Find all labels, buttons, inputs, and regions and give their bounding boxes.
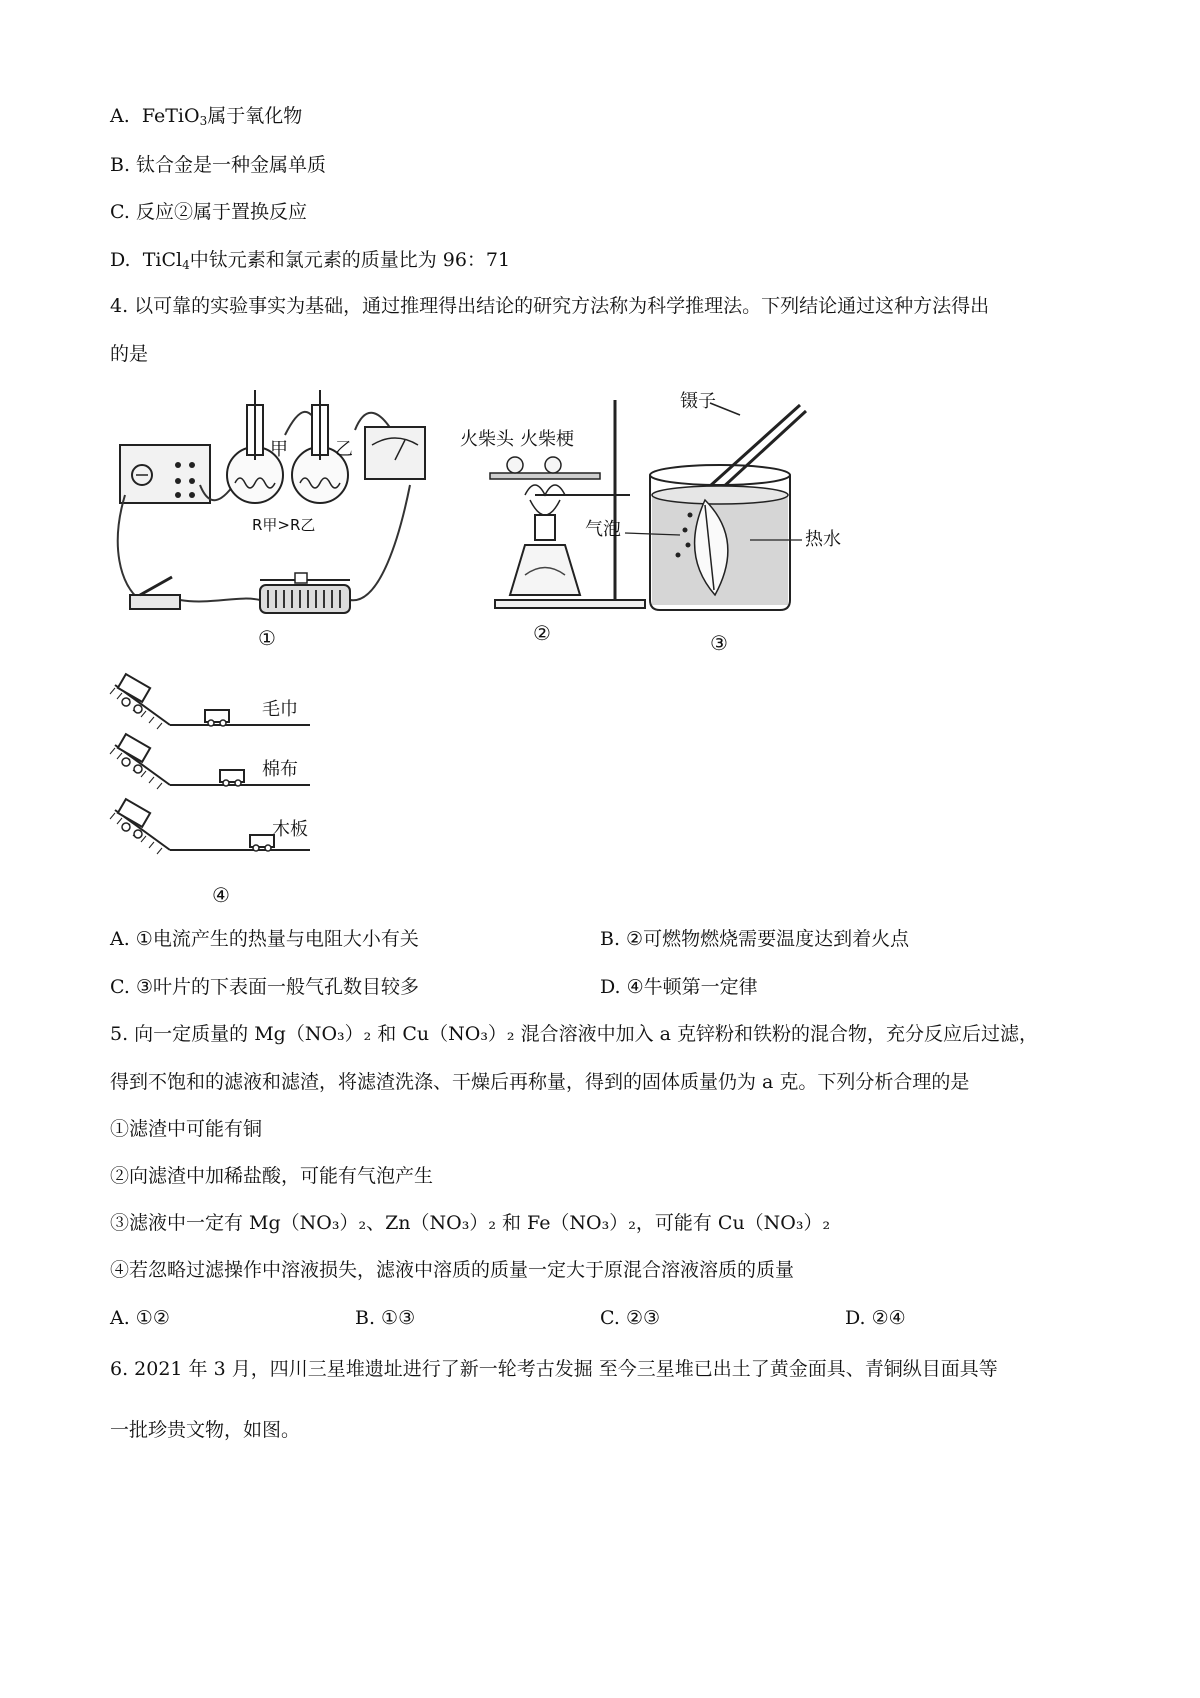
q5-option-c: C. ②③ bbox=[600, 1307, 661, 1329]
fig1-resistance: R甲>R乙 bbox=[252, 516, 316, 534]
fig3-label-tweezers: 镊子 bbox=[680, 391, 716, 412]
fig2-number: ② bbox=[533, 621, 551, 645]
q4-option-d: D. ④牛顿第一定律 bbox=[600, 976, 758, 998]
q4-option-a: A. ①电流产生的热量与电阻大小有关 bbox=[110, 928, 419, 950]
q6-stem-line2: 一批珍贵文物，如图。 bbox=[110, 1419, 301, 1441]
q3-option-d-text: 中钛元素和氯元素的质量比为 96：71 bbox=[189, 249, 511, 271]
q5-statement-2: ②向滤渣中加稀盐酸，可能有气泡产生 bbox=[110, 1165, 434, 1187]
q3-option-d-prefix: D. bbox=[110, 249, 131, 271]
q5-statement-1: ①滤渣中可能有铜 bbox=[110, 1118, 263, 1140]
q5-stem-line2: 得到不饱和的滤液和滤渣，将滤渣洗涤、干燥后再称量，得到的固体质量仍为 a 克。下列分析合理的是 bbox=[110, 1071, 970, 1093]
q6-stem-line1: 6. 2021 年 3 月，四川三星堆遗址进行了新一轮考古发掘 至今三星堆已出土了黄金面具、青铜纵目面具等 bbox=[110, 1358, 998, 1380]
figure-circuit bbox=[110, 385, 480, 655]
fig4-surface-cotton: 棉布 bbox=[262, 759, 298, 780]
fig4-number: ④ bbox=[212, 883, 230, 907]
q4-stem-line2: 的是 bbox=[110, 343, 149, 365]
q3-option-a-text: 属于氧化物 bbox=[207, 105, 303, 127]
fig2-label-head: 火柴头 bbox=[460, 429, 514, 450]
fig1-number: ① bbox=[258, 626, 276, 650]
q3-option-a bbox=[110, 102, 302, 135]
q3-option-d-formula: TiCl bbox=[142, 249, 183, 271]
q4-option-b: B. ②可燃物燃烧需要温度达到着火点 bbox=[600, 928, 910, 950]
q5-stem-line1: 5. 向一定质量的 Mg（NO₃）₂ 和 Cu（NO₃）₂ 混合溶液中加入 a 克锌粉和铁粉的混合物，充分反应后过滤， bbox=[110, 1023, 1038, 1045]
q3-option-a-formula: FeTiO bbox=[141, 105, 200, 127]
q3-option-b: B. 钛合金是一种金属单质 bbox=[110, 154, 327, 176]
q5-statement-4: ④若忽略过滤操作中溶液损失，滤液中溶质的质量一定大于原混合溶液溶质的质量 bbox=[110, 1259, 795, 1281]
fig3-number: ③ bbox=[710, 631, 728, 655]
q3-option-d bbox=[110, 246, 510, 279]
q5-option-a: A. ①② bbox=[110, 1307, 170, 1329]
q5-statement-3: ③滤液中一定有 Mg（NO₃）₂、Zn（NO₃）₂ 和 Fe（NO₃）₂，可能有 Cu（NO₃）₂ bbox=[110, 1212, 831, 1234]
q3-option-a-prefix: A. bbox=[110, 105, 130, 127]
q3-option-d-formula-sub: 4 bbox=[182, 258, 190, 272]
fig1-label-jia: 甲 bbox=[270, 439, 288, 460]
ramp-towel bbox=[110, 674, 310, 729]
q4-option-c: C. ③叶片的下表面一般气孔数目较多 bbox=[110, 976, 419, 998]
fig1-label-yi: 乙 bbox=[335, 439, 353, 460]
q3-option-a-formula-sub: 3 bbox=[199, 114, 208, 128]
fig3-label-bubbles: 气泡 bbox=[585, 519, 621, 540]
fig4-surface-wood: 木板 bbox=[272, 819, 308, 840]
q4-stem-line1: 4. 以可靠的实验事实为基础，通过推理得出结论的研究方法称为科学推理法。下列结论通过这种方法得出 bbox=[110, 295, 990, 317]
figure-leaf-hot-water bbox=[585, 385, 880, 655]
ramp-cotton bbox=[110, 734, 310, 789]
ramp-wood bbox=[110, 799, 310, 854]
q5-option-d: D. ②④ bbox=[845, 1307, 906, 1329]
q5-option-b: B. ①③ bbox=[355, 1307, 416, 1329]
fig4-surface-towel: 毛巾 bbox=[262, 699, 298, 720]
figure-ramps bbox=[110, 680, 370, 910]
q3-option-c: C. 反应②属于置换反应 bbox=[110, 201, 307, 223]
fig3-label-hotwater: 热水 bbox=[805, 529, 841, 550]
fig2-label-stick: 火柴梗 bbox=[520, 429, 574, 450]
